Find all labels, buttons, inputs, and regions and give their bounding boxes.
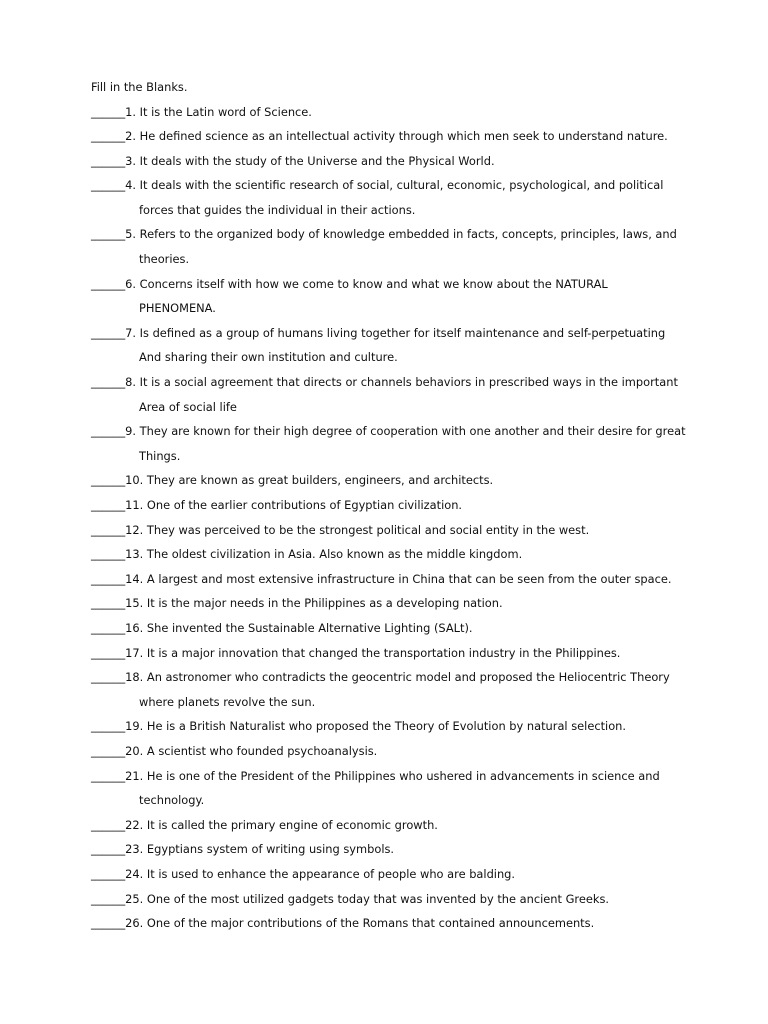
- question-text: 18. An astronomer who contradicts the geocentric model and proposed the Heliocentric Theory: [125, 670, 670, 685]
- question-text: 10. They are known as great builders, engineers, and architects.: [125, 473, 494, 488]
- question-text: 1. It is the Latin word of Science.: [125, 104, 312, 119]
- question-item: [91, 669, 751, 694]
- question-text: 6. Concerns itself with how we come to know and what we know about the NATURAL: [125, 276, 608, 291]
- question-continuation: where planets revolve the sun.: [139, 694, 316, 709]
- answer-blank: ______: [91, 817, 126, 832]
- question-item: [91, 743, 751, 768]
- question-text: 16. She invented the Sustainable Alternative Lighting (SALt).: [125, 620, 473, 635]
- answer-blank: ______: [91, 522, 126, 537]
- answer-blank: ______: [91, 719, 126, 734]
- question-text: 9. They are known for their high degree of cooperation with one another and their desire for great: [125, 424, 686, 439]
- question-text: 12. They was perceived to be the strongest political and social entity in the west.: [125, 522, 590, 537]
- answer-blank: ______: [91, 104, 126, 119]
- answer-blank: ______: [91, 473, 126, 488]
- question-text: 8. It is a social agreement that directs or channels behaviors in prescribed ways in the important: [125, 375, 678, 390]
- answer-blank: ______: [91, 276, 126, 291]
- answer-blank: ______: [91, 424, 126, 439]
- question-item: [91, 226, 751, 251]
- answer-blank: ______: [91, 842, 126, 857]
- question-text: 22. It is called the primary engine of economic growth.: [125, 817, 438, 832]
- question-continuation: Area of social life: [139, 399, 237, 414]
- question-item: [91, 522, 751, 547]
- question-item: [91, 915, 751, 940]
- question-text: 21. He is one of the President of the Philippines who ushered in advancements in science and: [125, 768, 660, 783]
- answer-blank: ______: [91, 375, 126, 390]
- question-item: [91, 374, 751, 399]
- question-item: [91, 571, 751, 596]
- question-text: 14. A largest and most extensive infrastructure in China that can be seen from the outer space.: [125, 571, 672, 586]
- question-item: [91, 891, 751, 916]
- question-text: 5. Refers to the organized body of knowledge embedded in facts, concepts, principles, laws, and: [125, 227, 677, 242]
- question-item: [91, 645, 751, 670]
- question-text: 19. He is a British Naturalist who proposed the Theory of Evolution by natural selection.: [125, 719, 627, 734]
- answer-blank: ______: [91, 325, 126, 340]
- answer-blank: ______: [91, 547, 126, 562]
- answer-blank: ______: [91, 596, 126, 611]
- question-text: 4. It deals with the scientific research of social, cultural, economic, psychological, and political: [125, 178, 664, 193]
- question-text: 2. He defined science as an intellectual activity through which men seek to understand nature.: [125, 129, 668, 144]
- question-text: 17. It is a major innovation that changed the transportation industry in the Philippines.: [125, 645, 621, 660]
- question-item: [91, 276, 751, 301]
- answer-blank: ______: [91, 129, 126, 144]
- question-continuation: technology.: [139, 793, 205, 808]
- question-text: 11. One of the earlier contributions of Egyptian civilization.: [125, 498, 463, 512]
- question-text: 3. It deals with the study of the Universe and the Physical World.: [125, 153, 495, 168]
- answer-blank: ______: [91, 866, 126, 881]
- question-text: 7. Is defined as a group of humans living together for itself maintenance and self-perpetuating: [125, 325, 666, 340]
- answer-blank: ______: [91, 498, 126, 512]
- question-item: [91, 325, 751, 350]
- answer-blank: ______: [91, 645, 126, 660]
- question-continuation: Things.: [139, 448, 181, 463]
- answer-blank: ______: [91, 620, 126, 635]
- question-item: [91, 768, 751, 793]
- answer-blank: ______: [91, 891, 126, 906]
- question-item: [91, 104, 751, 129]
- question-continuation: theories.: [139, 252, 190, 267]
- question-item: [91, 177, 751, 202]
- answer-blank: ______: [91, 178, 126, 193]
- question-continuation: And sharing their own institution and culture.: [139, 350, 398, 365]
- question-item: [91, 153, 751, 178]
- question-text: 13. The oldest civilization in Asia. Also known as the middle kingdom.: [125, 547, 523, 562]
- question-item: [91, 817, 751, 842]
- question-item: [91, 546, 751, 571]
- question-text: 20. A scientist who founded psychoanalysis.: [125, 743, 378, 758]
- question-item: [91, 841, 751, 866]
- answer-blank: ______: [91, 916, 126, 931]
- question-continuation: PHENOMENA.: [139, 301, 216, 316]
- question-item: [91, 497, 751, 522]
- question-item: [91, 472, 751, 497]
- question-text: 15. It is the major needs in the Philippines as a developing nation.: [125, 596, 503, 611]
- question-item: [91, 423, 751, 448]
- answer-blank: ______: [91, 227, 126, 242]
- question-text: 26. One of the major contributions of the Romans that contained announcements.: [125, 916, 595, 931]
- answer-blank: ______: [91, 670, 126, 685]
- question-item: [91, 128, 751, 153]
- question-item: [91, 866, 751, 891]
- answer-blank: ______: [91, 743, 126, 758]
- worksheet-title: Fill in the Blanks.: [91, 80, 188, 94]
- question-list: [91, 104, 751, 940]
- question-item: [91, 620, 751, 645]
- answer-blank: ______: [91, 153, 126, 168]
- question-text: 23. Egyptians system of writing using symbols.: [125, 842, 395, 857]
- question-item: [91, 595, 751, 620]
- answer-blank: ______: [91, 571, 126, 586]
- question-continuation: forces that guides the individual in their actions.: [139, 202, 416, 217]
- answer-blank: ______: [91, 768, 126, 783]
- question-text: 24. It is used to enhance the appearance of people who are balding.: [125, 866, 516, 881]
- question-text: 25. One of the most utilized gadgets today that was invented by the ancient Greeks.: [125, 891, 610, 906]
- question-item: [91, 718, 751, 743]
